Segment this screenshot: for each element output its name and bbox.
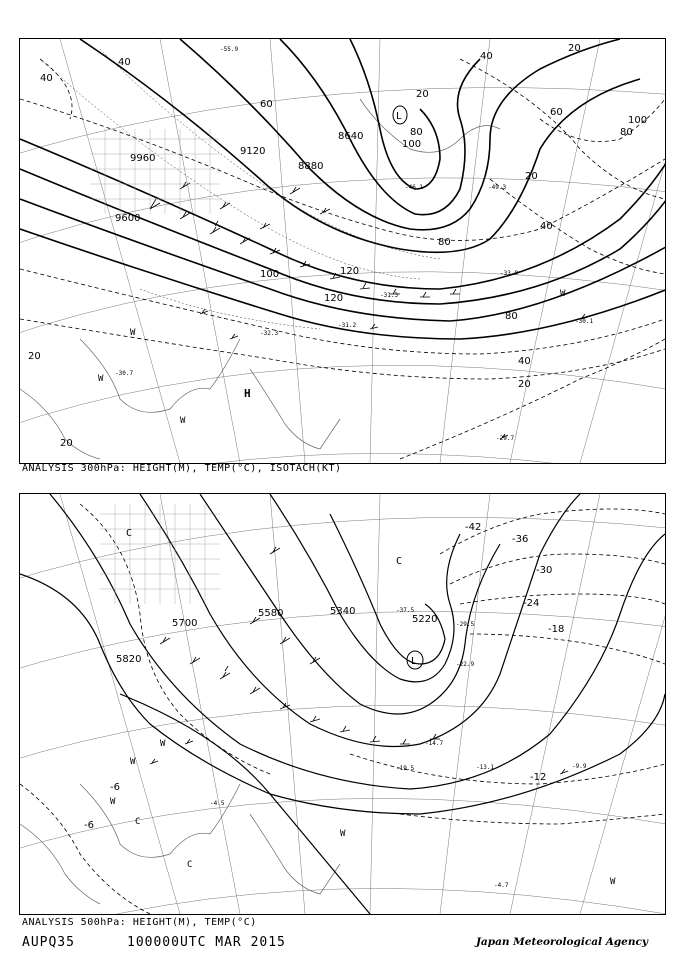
- temp-sample: -32.3: [260, 330, 279, 337]
- isotach-label: 80: [620, 127, 633, 138]
- cold-center-marker: C: [135, 817, 141, 827]
- height-contours-500: [20, 494, 665, 914]
- height-label: 9120: [240, 146, 266, 157]
- caption-300hpa: ANALYSIS 300hPa: HEIGHT(M), TEMP(°C), ISOTACH(KT): [22, 463, 342, 474]
- warm-marker: W: [560, 289, 566, 299]
- temp-sample: -55.9: [220, 46, 239, 53]
- isotherm-label: -6: [110, 782, 120, 793]
- temp-sample: -46.1: [405, 184, 424, 191]
- high-center-marker: H: [244, 387, 251, 400]
- warm-marker: W: [130, 328, 136, 338]
- cold-center-marker: C: [396, 556, 403, 567]
- height-label: 8640: [338, 131, 364, 142]
- isotach-label: 60: [550, 107, 563, 118]
- warm-marker: W: [610, 877, 616, 887]
- temp-sample: -29.7: [496, 435, 515, 442]
- height-label: 5580: [258, 608, 284, 619]
- chart-code: AUPQ35: [22, 935, 75, 950]
- wind-barbs-300: [150, 182, 588, 439]
- isotachs-300: [20, 59, 665, 459]
- map-300hpa-panel: [19, 38, 666, 464]
- chart-valid-time: 100000UTC MAR 2015: [127, 935, 286, 950]
- temp-sample: -31.3: [380, 292, 399, 299]
- height-label: 5340: [330, 606, 356, 617]
- isotach-label: 20: [60, 438, 73, 449]
- isotach-label: 100: [260, 269, 280, 280]
- hatch-area-500: [100, 504, 220, 604]
- height-label: 9600: [115, 213, 141, 224]
- isotherm-label: -12: [530, 772, 547, 783]
- isotach-label: 40: [40, 73, 53, 84]
- isotach-label: 20: [28, 351, 41, 362]
- height-label: 5820: [116, 654, 142, 665]
- isotach-label: 40: [118, 57, 131, 68]
- isotherm-label: -24: [523, 598, 540, 609]
- temp-sample: -49.3: [488, 184, 507, 191]
- graticule-500: [20, 494, 665, 914]
- height-label: 9960: [130, 153, 156, 164]
- isotach-label: 120: [340, 266, 360, 277]
- cold-center-marker: C: [187, 860, 193, 870]
- isotach-label: 20: [416, 89, 429, 100]
- temp-sample: -4.5: [210, 800, 225, 807]
- isotherms-500: [20, 504, 665, 914]
- temp-sample: -9.9: [572, 763, 587, 770]
- map-300hpa-svg: [20, 39, 665, 463]
- isotherm-label: -6: [84, 820, 94, 831]
- temp-sample: -22.9: [456, 661, 475, 668]
- isotach-label: 20: [518, 379, 531, 390]
- agency-name: Japan Meteorological Agency: [475, 936, 648, 948]
- low-center-marker: L: [411, 656, 418, 667]
- isotach-label: 80: [410, 127, 423, 138]
- caption-500hpa: ANALYSIS 500hPa: HEIGHT(M), TEMP(°C): [22, 917, 257, 928]
- map-500hpa-svg: [20, 494, 665, 914]
- height-label: 8880: [298, 161, 324, 172]
- isotherm-label: -30: [536, 565, 553, 576]
- temp-sample: -37.5: [396, 607, 415, 614]
- height-label: 5700: [172, 618, 198, 629]
- warm-marker: W: [180, 416, 186, 426]
- isotach-label: 80: [438, 237, 451, 248]
- temp-sample: -33.9: [500, 270, 519, 277]
- isotach-label: 40: [540, 221, 553, 232]
- isotherm-label: -42: [465, 522, 482, 533]
- height-label: 5220: [412, 614, 438, 625]
- cold-center-marker: C: [126, 528, 133, 539]
- warm-marker: W: [340, 829, 346, 839]
- isotach-label: 40: [480, 51, 493, 62]
- temp-sample: -29.5: [456, 621, 475, 628]
- temp-sample: -19.5: [396, 765, 415, 772]
- temp-sample: -30.7: [115, 370, 134, 377]
- warm-marker: W: [130, 757, 136, 767]
- isotach-label: 60: [260, 99, 273, 110]
- temp-sample: -31.2: [338, 322, 357, 329]
- isotach-label: 100: [402, 139, 422, 150]
- isotach-label: 80: [505, 311, 518, 322]
- isotach-label: 100: [628, 115, 648, 126]
- isotach-label: 20: [525, 171, 538, 182]
- warm-marker: W: [160, 739, 166, 749]
- isotherm-label: -18: [548, 624, 565, 635]
- wind-barbs-500: [150, 547, 568, 774]
- warm-marker: W: [110, 797, 116, 807]
- temp-sample: -14.7: [425, 740, 444, 747]
- temp-sample: -4.7: [494, 882, 509, 889]
- temp-sample: -13.1: [476, 764, 495, 771]
- isotherm-label: -36: [512, 534, 529, 545]
- isotach-label: 20: [568, 43, 581, 54]
- low-center-marker: L: [396, 111, 403, 122]
- temp-sample: -30.1: [575, 318, 594, 325]
- warm-marker: W: [98, 374, 104, 384]
- isotach-label: 120: [324, 293, 344, 304]
- isotach-label: 40: [518, 356, 531, 367]
- map-500hpa-panel: [19, 493, 666, 915]
- coastline-500: [20, 784, 340, 904]
